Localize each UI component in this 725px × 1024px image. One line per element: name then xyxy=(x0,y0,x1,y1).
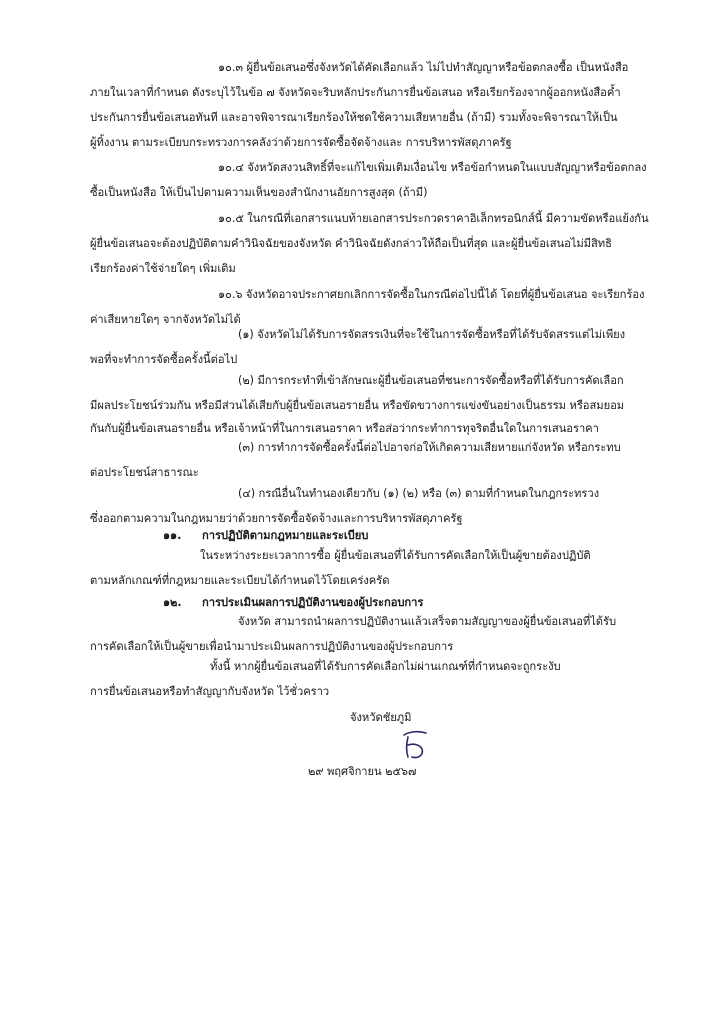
signature-mark xyxy=(400,729,432,763)
clause-10-4-line-1: ๑๐.๔ จังหวัดสงวนสิทธิ์ที่จะแก้ไขเพิ่มเติมเงื่อนไข หรือข้อกำหนดในแบบสัญญาหรือข้อตกลง xyxy=(218,161,647,174)
section-11-heading: การปฏิบัติตามกฎหมายและระเบียบ xyxy=(202,529,369,542)
section-12-line-1: จังหวัด สามารถนำผลการปฏิบัติงานแล้วเสร็จตามสัญญาของผู้ยื่นข้อเสนอที่ได้รับ xyxy=(238,615,617,628)
section-12-line-3: ทั้งนี้ หากผู้ยื่นข้อเสนอที่ได้รับการคัดเลือกไม่ผ่านเกณฑ์ที่กำหนดจะถูกระงับ xyxy=(210,660,561,673)
clause-10-6-sub-1-line-2: พอที่จะทำการจัดซื้อครั้งนี้ต่อไป xyxy=(90,353,238,366)
section-12-line-2: การคัดเลือกให้เป็นผู้ขายเพื่อนำมาประเมินผลการปฏิบัติงานของผู้ประกอบการ xyxy=(90,640,454,653)
section-11-line-2: ตามหลักเกณฑ์ที่กฎหมายและระเบียบได้กำหนดไว้โดยเคร่งครัด xyxy=(90,574,390,587)
clause-10-6-sub-2-line-2: มีผลประโยชน์ร่วมกัน หรือมีส่วนได้เสียกับผู้ยื่นข้อเสนอรายอื่น หรือขัดขวางการแข่งขันอย่างเป็นธรรม หรือสมยอม xyxy=(90,399,625,412)
clause-10-3-line-1: ๑๐.๓ ผู้ยื่นข้อเสนอซึ่งจังหวัดได้คัดเลือกแล้ว ไม่ไปทำสัญญาหรือข้อตกลงซื้อ เป็นหนังสือ xyxy=(218,61,629,74)
clause-10-6-sub-4-line-2: ซึ่งออกตามความในกฎหมายว่าด้วยการจัดซื้อจัดจ้างและการบริหารพัสดุภาครัฐ xyxy=(90,512,463,525)
section-11-line-1: ในระหว่างระยะเวลาการซื้อ ผู้ยื่นข้อเสนอที่ได้รับการคัดเลือกให้เป็นผู้ขายต้องปฏิบัติ xyxy=(200,549,591,562)
section-12-number: ๑๒. xyxy=(163,596,182,609)
clause-10-6-sub-1-line-1: (๑) จังหวัดไม่ได้รับการจัดสรรเงินที่จะใช้ในการจัดซื้อหรือที่ได้รับจัดสรรแต่ไม่เพียง xyxy=(238,328,626,341)
section-11-number: ๑๑. xyxy=(163,529,182,542)
issuer-name: จังหวัดชัยภูมิ xyxy=(350,711,412,724)
clause-10-6-sub-4-line-1: (๔) กรณีอื่นในทำนองเดียวกับ (๑) (๒) หรือ (๓) ตามที่กำหนดในกฎกระทรวง xyxy=(238,487,599,500)
signature-date: ๒๙ พฤศจิกายน ๒๕๖๗ xyxy=(308,765,417,778)
clause-10-5-line-1: ๑๐.๕ ในกรณีที่เอกสารแนบท้ายเอกสารประกวดราคาอิเล็กทรอนิกส์นี้ มีความขัดหรือแย้งกัน xyxy=(218,212,649,225)
clause-10-6-sub-2-line-3: กันกับผู้ยื่นข้อเสนอรายอื่น หรือเจ้าหน้าที่ในการเสนอราคา หรือส่อว่ากระทำการทุจริตอื่นใดในการเสนอราคา xyxy=(90,422,599,435)
clause-10-3-line-4: ผู้ทิ้งงาน ตามระเบียบกระทรวงการคลังว่าด้วยการจัดซื้อจัดจ้างและ การบริหารพัสดุภาครัฐ xyxy=(90,136,512,149)
clause-10-6-sub-2-line-1: (๒) มีการกระทำที่เข้าลักษณะผู้ยื่นข้อเสนอที่ชนะการจัดซื้อหรือที่ได้รับการคัดเลือก xyxy=(238,374,624,387)
clause-10-6-sub-3-line-1: (๓) การทำการจัดซื้อครั้งนี้ต่อไปอาจก่อให้เกิดความเสียหายแก่จังหวัด หรือกระทบ xyxy=(238,441,621,454)
clause-10-6-line-2: ค่าเสียหายใดๆ จากจังหวัดไม่ได้ xyxy=(90,313,241,326)
section-12-heading: การประเมินผลการปฏิบัติงานของผู้ประกอบการ xyxy=(202,596,424,609)
clause-10-6-line-1: ๑๐.๖ จังหวัดอาจประกาศยกเลิกการจัดซื้อในกรณีต่อไปนี้ได้ โดยที่ผู้ยื่นข้อเสนอ จะเรียกร้อง xyxy=(218,288,645,301)
clause-10-3-line-3: ประกันการยื่นข้อเสนอทันที และอาจพิจารณาเรียกร้องให้ชดใช้ความเสียหายอื่น (ถ้ามี) รวมทั้งจะพิจารณาให้เป็น xyxy=(90,111,618,124)
clause-10-5-line-2: ผู้ยื่นข้อเสนอจะต้องปฏิบัติตามคำวินิจฉัยของจังหวัด คำวินิจฉัยดังกล่าวให้ถือเป็นที่สุด และผู้ยื่นข้อเสนอไม่มีสิทธิ xyxy=(90,237,612,250)
clause-10-4-line-2: ซื้อเป็นหนังสือ ให้เป็นไปตามความเห็นของสำนักงานอัยการสูงสุด (ถ้ามี) xyxy=(90,186,428,199)
clause-10-3-line-2: ภายในเวลาที่กำหนด ดังระบุไว้ในข้อ ๗ จังหวัดจะริบหลักประกันการยื่นข้อเสนอ หรือเรียกร้องจากผู้ออกหนังสือค้ำ xyxy=(90,86,621,99)
clause-10-5-line-3: เรียกร้องค่าใช้จ่ายใดๆ เพิ่มเติม xyxy=(90,262,236,275)
section-12-line-4: การยื่นข้อเสนอหรือทำสัญญากับจังหวัด ไว้ชั่วคราว xyxy=(90,685,330,698)
clause-10-6-sub-3-line-2: ต่อประโยชน์สาธารณะ xyxy=(90,466,199,479)
